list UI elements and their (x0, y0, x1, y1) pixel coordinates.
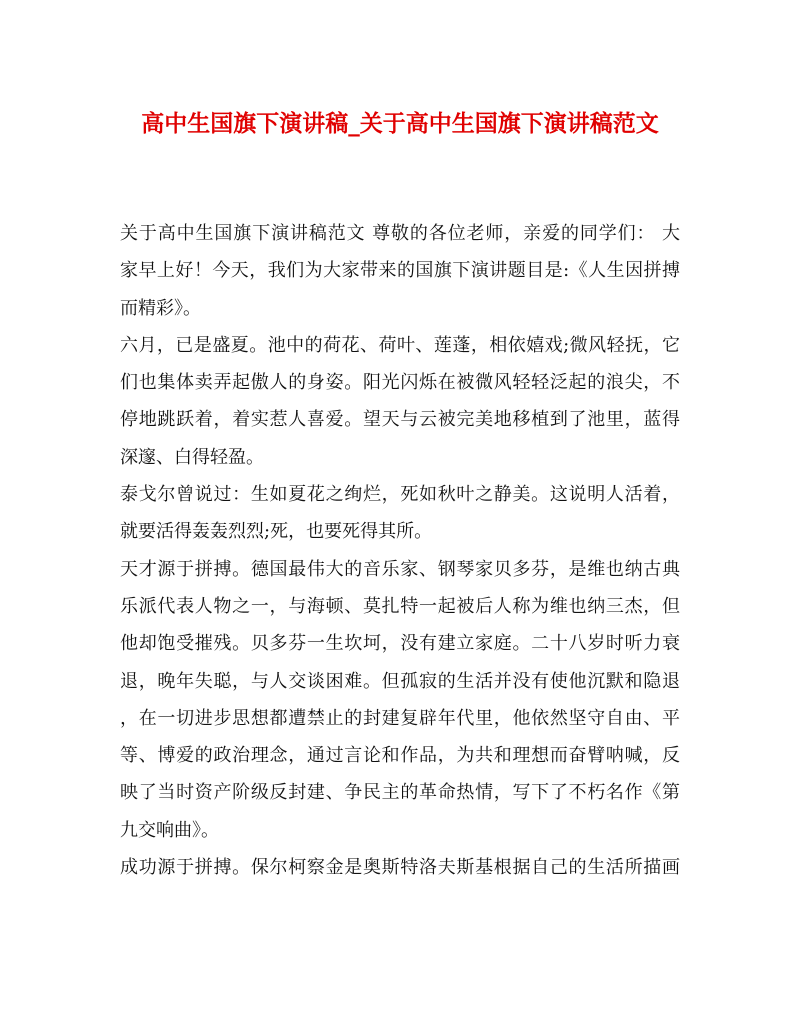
body-line: 深邃、白得轻盈。 (120, 446, 264, 468)
body-line: 关于高中生国旗下演讲稿范文 尊敬的各位老师，亲爱的同学们： 大 (120, 223, 680, 244)
body-line: 停地跳跃着，着实惹人喜爱。望天与云被完美地移植到了池里，蓝得 (120, 409, 680, 431)
body-line: 就要活得轰轰烈烈;死，也要死得其所。 (120, 521, 433, 543)
body-line: 而精彩》。 (120, 297, 201, 319)
body-line: 映了当时资产阶级反封建、争民主的革命热情，写下了不朽名作《第 (120, 782, 680, 804)
body-line: 九交响曲》。 (120, 819, 219, 841)
document-body (120, 215, 680, 886)
body-line: 成功源于拼搏。保尔柯察金是奥斯特洛夫斯基根据自己的生活所描画 (120, 857, 680, 879)
body-line: 家早上好！今天，我们为大家带来的国旗下演讲题目是:《人生因拼搏 (120, 260, 680, 282)
body-line: 泰戈尔曾说过：生如夏花之绚烂，死如秋叶之静美。这说明人活着， (120, 484, 680, 506)
body-line: 退，晚年失聪，与人交谈困难。但孤寂的生活并没有使他沉默和隐退 (120, 670, 680, 692)
body-line: 们也集体卖弄起傲人的身姿。阳光闪烁在被微风轻轻泛起的浪尖，不 (120, 372, 680, 394)
body-line: 他却饱受摧残。贝多芬一生坎坷，没有建立家庭。二十八岁时听力衰 (120, 633, 680, 655)
body-line: ，在一切进步思想都遭禁止的封建复辟年代里，他依然坚守自由、平 (120, 707, 680, 729)
body-line: 天才源于拼搏。德国最伟大的音乐家、钢琴家贝多芬，是维也纳古典 (120, 558, 680, 580)
body-line: 等、博爱的政治理念，通过言论和作品，为共和理想而奋臂呐喊，反 (120, 745, 680, 767)
body-line: 六月，已是盛夏。池中的荷花、荷叶、莲蓬，相依嬉戏;微风轻抚，它 (120, 334, 680, 356)
body-line: 乐派代表人物之一，与海顿、莫扎特一起被后人称为维也纳三杰，但 (120, 595, 680, 617)
document-title: 高中生国旗下演讲稿_关于高中生国旗下演讲稿范文 (141, 110, 659, 137)
